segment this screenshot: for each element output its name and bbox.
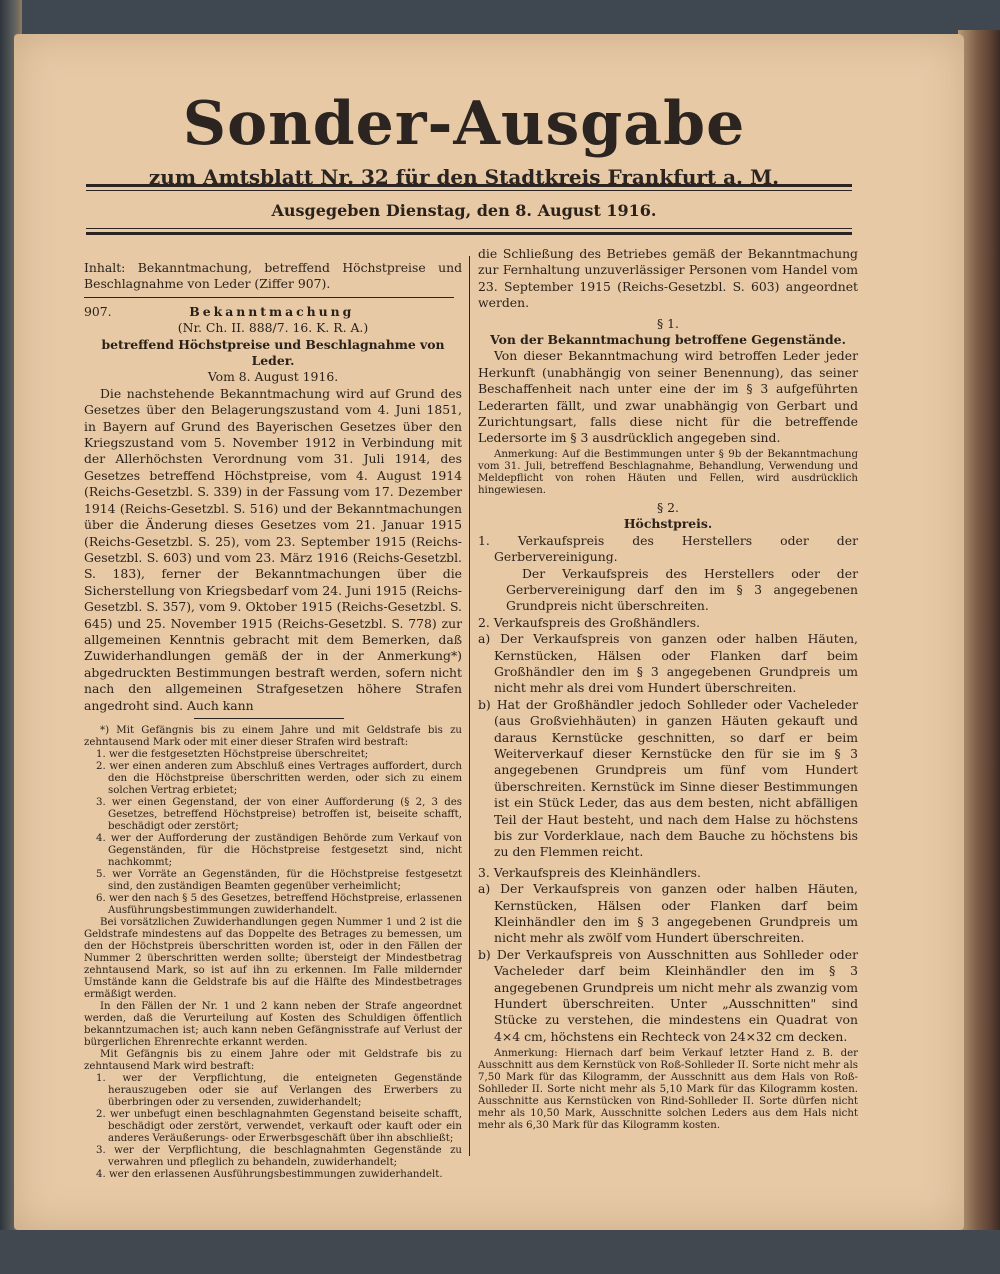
footnote-item: 6. wer den nach § 5 des Gesetzes, betreffend Höchstpreise, erlassenen Ausführungsbestimmungen zuwiderhandelt. (96, 892, 463, 916)
announcement-title: Bekanntmachung (189, 303, 355, 319)
announcement-heading (84, 304, 462, 320)
footnote-item: 2. wer einen anderen zum Abschluß eines Vertrages auffordert, durch den die Höchstpreise überschritten werden, oder sich zu einem solchen Vertrag erbietet; (96, 760, 462, 796)
announcement-number: 907. (84, 303, 112, 319)
price-rule-3b: b) Der Verkaufspreis von Ausschnitten aus Sohlleder oder Vacheleder darf beim Kleinhändler den im § 3 angegebenen Grundpreis um nicht mehr als zwanzig vom Hundert überschreiten. Unter „Ausschnitten" sind Stücke zu verstehen, die mindestens ein Quadrat von 4×4 cm, höchstens ein Rechteck von 24×32 cm decken. (478, 946, 858, 1044)
announcement-date: Vom 8. August 1916. (207, 369, 339, 385)
footnote-item: 3. wer einen Gegenstand, der von einer Aufforderung (§ 2, 3 des Gesetzes, betreffend Höchstpreise) betroffen ist, beiseite schafft, beschädigt oder zerstört; (96, 796, 462, 832)
section-1-title: Von der Bekanntmachung betroffene Gegenstände. (490, 332, 846, 348)
document-page (14, 34, 964, 1230)
page-title: Sonder-Ausgabe (182, 89, 746, 159)
left-column (84, 260, 462, 1181)
continuation-paragraph: die Schließung des Betriebes gemäß der Bekanntmachung zur Fernhaltung unzuverlässiger Personen vom Handel vom 23. September 1915 (Reichs-Gesetzbl. S. 603) angeordnet werden. (478, 246, 858, 311)
footnote-item: 3. wer der Verpflichtung, die beschlagnahmten Gegenstände zu verwahren und pfleglich zu behandeln, zuwiderhandelt; (96, 1144, 462, 1168)
price-rule-3-label: 3. Verkaufspreis des Kleinhändlers. (478, 864, 701, 880)
masthead-rule-bottom-thin (86, 228, 852, 229)
footnote-item: 5. wer Vorräte an Gegenständen, für die Höchstpreise festgesetzt sind, den zuständigen Beamten gegenüber verheimlicht; (96, 868, 462, 892)
footnote-list (84, 749, 462, 917)
column-divider (469, 256, 470, 1156)
footnote-intro: *) Mit Gefängnis bis zu einem Jahre und mit Geldstrafe bis zu zehntausend Mark oder mit einer dieser Strafen wird bestraft: (84, 724, 462, 748)
section-1-body: Von dieser Bekanntmachung wird betroffen Leder jeder Herkunft (unabhängig von seiner Benennung), das seiner Beschaffenheit nach unter eine der im § 3 aufgeführten Lederarten fällt, und zwar unabhängig von Gerbart und Zurichtungsart, falls diese nicht für die betreffende Ledersorte im § 3 ausdrücklich angegeben sind. (478, 348, 858, 446)
footnote-item: 1. wer die festgesetzten Höchstpreise überschreitet; (96, 748, 369, 760)
price-rule-1-body: Der Verkaufspreis des Herstellers oder der Gerbervereinigung darf den im § 3 angegebenen Grundpreis nicht überschreiten. (506, 565, 858, 614)
footnote-item: 4. wer den erlassenen Ausführungsbestimmungen zuwiderhandelt. (96, 1168, 443, 1180)
announcement-subject: betreffend Höchstpreise und Beschlagnahme von Leder. (101, 336, 445, 369)
price-rule-2-label: 2. Verkaufspreis des Großhändlers. (478, 614, 701, 630)
page-subtitle: zum Amtsblatt Nr. 32 für den Stadtkreis Frankfurt a. M. (148, 165, 780, 189)
footnote-paragraph: Mit Gefängnis bis zu einem Jahre oder mit Geldstrafe bis zu zehntausend Mark wird bestraft: (84, 1048, 462, 1072)
footnote-item: 4. wer der Aufforderung der zuständigen Behörde zum Verkauf von Gegenständen, für die Höchstpreise festgesetzt sind, nicht nachkommt; (96, 832, 462, 868)
issue-date: Ausgegeben Dienstag, den 8. August 1916. (271, 201, 657, 220)
masthead-rule-top-thin (86, 190, 852, 191)
footnote-separator (194, 718, 344, 719)
section-2-number: § 2. (657, 499, 679, 515)
price-rule-3a: a) Der Verkaufspreis von ganzen oder halben Häuten, Kernstücken, Hälsen oder Flanken darf beim Kleinhändler den im § 3 angegebenen Grundpreis um nicht mehr als zwölf vom Hundert überschreiten. (478, 881, 858, 946)
section-1-note: Anmerkung: Auf die Bestimmungen unter § 9b der Bekanntmachung vom 31. Juli, betreffend Beschlagnahme, Behandlung, Verwendung und Meldepflicht von rohen Häuten und Fellen, wird ausdrücklich hingewiesen. (478, 448, 858, 496)
price-rule-3-note: Anmerkung: Hiernach darf beim Verkauf letzter Hand z. B. der Ausschnitt aus dem Kernstück von Roß-Sohlleder II. Sorte nicht mehr als 7,50 Mark für das Kilogramm, der Ausschnitt aus dem Hals von Roß-Sohlleder II. Sorte nicht mehr als 5,10 Mark für das Kilogramm kosten. Ausschnitte aus Kernstücken von Rind-Sohlleder II. Sorte dürfen nicht mehr als 10,50 Mark, Ausschnitte solchen Leders aus dem Hals nicht mehr als 6,30 Mark für das Kilogramm kosten. (478, 1048, 858, 1132)
price-rule-2a: a) Der Verkaufspreis von ganzen oder halben Häuten, Kernstücken, Hälsen oder Flanken darf beim Großhändler den im § 3 angegebenen Grundpreis um nicht mehr als drei vom Hundert überschreiten. (478, 631, 858, 696)
scan-background (0, 1230, 1000, 1274)
masthead-rule-bottom (86, 232, 852, 235)
price-rule-2b: b) Hat der Großhändler jedoch Sohlleder oder Vacheleder (aus Großviehhäuten) in ganzen Häuten gekauft und daraus Kernstücke geschnitten, so darf er beim Weiterverkauf dieser Kernstücke den für sie im § 3 angegebenen Grundpreis um fünf vom Hundert überschreiten. Kernstück im Sinne dieser Bestimmungen ist ein Stück Leder, das aus dem besten, nicht abfälligen Teil der Haut besteht, und nach dem Halse zu höchstens bis zur Vorderklaue, nach dem Bauche zu höchstens bis zu den Flemmen reicht. (478, 696, 858, 860)
footnote-paragraph: Bei vorsätzlichen Zuwiderhandlungen gegen Nummer 1 und 2 ist die Geldstrafe mindestens auf das Doppelte des Betrages zu bemessen, um den der Höchstpreis überschritten worden ist, oder in den Fällen der Nummer 2 überschritten werden sollte; übersteigt der Mindestbetrag zehntausend Mark, so ist auf ihn zu erkennen. Im Falle mildernder Umstände kann die Geldstrafe bis auf die Hälfte des Mindestbetrages ermäßigt werden. (84, 916, 462, 1000)
masthead (14, 89, 914, 189)
price-rule-1-label: 1. Verkaufspreis des Herstellers oder der Gerbervereinigung. (478, 532, 858, 565)
footnote (84, 725, 462, 1181)
footnote-list-2 (84, 1073, 462, 1181)
footnote-item: 1. wer der Verpflichtung, die enteigneten Gegenstände herauszugeben oder sie auf Verlangen des Erwerbers zu überbringen oder zu versenden, zuwiderhandelt; (96, 1072, 462, 1108)
contents-line: Inhalt: Bekanntmachung, betreffend Höchstpreise und Beschlagnahme von Leder (Ziffer 907). (84, 260, 462, 292)
announcement-reference: (Nr. Ch. II. 888/7. 16. K. R. A.) (177, 320, 369, 336)
masthead-rule-top (86, 184, 852, 187)
footnote-paragraph: In den Fällen der Nr. 1 und 2 kann neben der Strafe angeordnet werden, daß die Verurteilung auf Kosten des Schuldigen öffentlich bekanntzumachen ist; auch kann neben Gefängnisstrafe auf Verlust der bürgerlichen Ehrenrechte erkannt werden. (84, 1000, 462, 1048)
contents-separator (84, 297, 454, 298)
section-2-title: Höchstpreis. (623, 516, 713, 532)
announcement-body: Die nachstehende Bekanntmachung wird auf Grund des Gesetzes über den Belagerungszustand vom 4. Juni 1851, in Bayern auf Grund des Bayerischen Gesetzes über den Kriegszustand vom 5. November 1912 in Verbindung mit der Allerhöchsten Verordnung vom 31. Juli 1914, des Gesetzes betreffend Höchstpreise, vom 4. August 1914 (Reichs-Gesetzbl. S. 339) in der Fassung vom 17. Dezember 1914 (Reichs-Gesetzbl. S. 516) und der Bekanntmachungen über die Änderung dieses Gesetzes vom 21. Januar 1915 (Reichs-Gesetzbl. S. 25), vom 23. September 1915 (Reichs-Gesetzbl. S. 603) und vom 23. März 1916 (Reichs-Gesetzbl. S. 183), ferner der Bekanntmachungen über die Sicherstellung von Kriegsbedarf vom 24. Juni 1915 (Reichs-Gesetzbl. S. 357), vom 9. Oktober 1915 (Reichs-Gesetzbl. S. 645) und 25. November 1915 (Reichs-Gesetzbl. S. 778) zur allgemeinen Kenntnis gebracht mit dem Bemerken, daß Zuwiderhandlungen gemäß der in der Anmerkung*) abgedruckten Bestimmungen bestraft werden, sofern nicht nach den allgemeinen Strafgesetzen höhere Strafen angedroht sind. Auch kann (84, 385, 462, 713)
book-spine (958, 30, 1000, 1240)
footnote-item: 2. wer unbefugt einen beschlagnahmten Gegenstand beiseite schafft, beschädigt oder zerstört, verwendet, verkauft oder kauft oder ein anderes Veräußerungs- oder Erwerbsgeschäft über ihn abschließt; (96, 1108, 462, 1144)
right-column (478, 246, 858, 1132)
section-1-number: § 1. (657, 315, 679, 331)
